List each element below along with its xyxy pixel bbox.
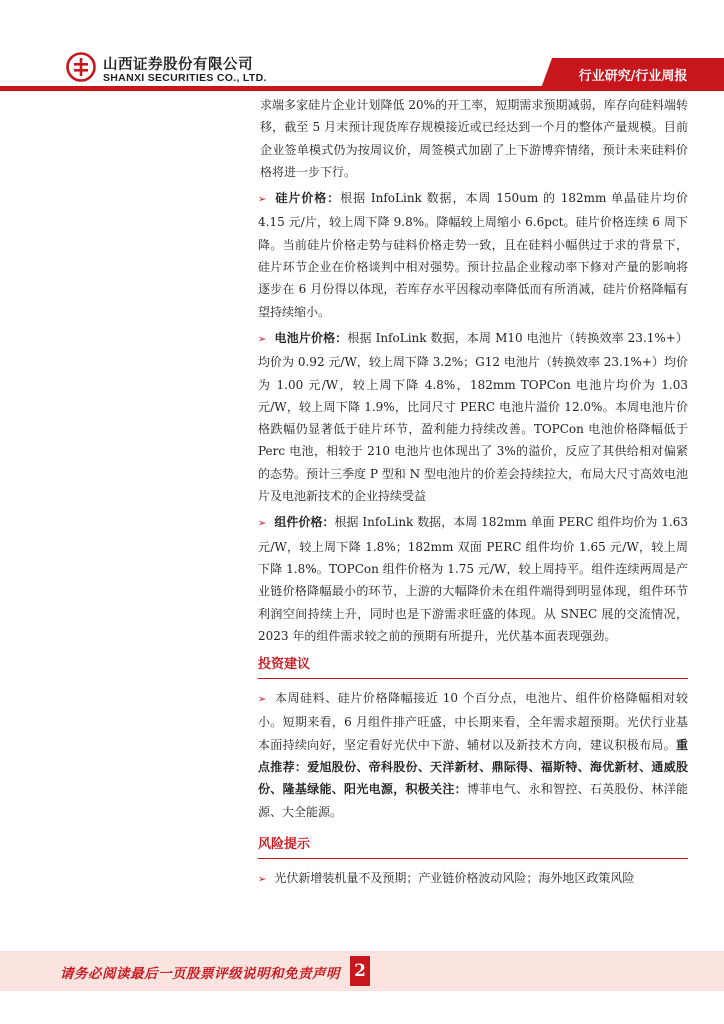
bullet-text: 根据 InfoLink 数据，本周 M10 电池片（转换效率 23.1%+）均价为 0.92 元/W，较上周下降 3.2%；G12 电池片（转换效率 23.1%+）均价为 1.00 元/W，较上周下降 4.8%，182mm TOPCon 电池片均价为 1.03 元/W，较上周下降 1.9%，比同尺寸 PERC 电池片溢价 12.0%。本周电池片价格跌幅仍显著低于硅片环节，盈利能力持续改善。TOPCon 电池价格降幅低于 Perc 电池，相较于 210 电池片也体现出了 3%的溢价，反应了其供给相对偏紧的态势。预计三季度 P 型和 N 型电池片的价差会持续拉大，布局大尺寸高效电池片及电池新技术的企业持续受益 [258, 330, 688, 504]
investment-paragraph [258, 687, 688, 823]
company-name-cn: 山西证券股份有限公司 [103, 57, 253, 73]
bullet-arrow-icon: ➢ [258, 333, 267, 345]
investment-section [258, 653, 688, 823]
page-number: 2 [350, 956, 370, 986]
bullet-wafer-price [258, 187, 688, 323]
intro-paragraph: 求端多家硅片企业计划降低 20%的开工率，短期需求预期减弱，库存向硅料端转移，截至 5 月末预计现货库存规模接近或已经达到一个月的整体产量规模。目前企业签单模式仍为按周议价，周签模式加剧了上下游博弈情绪，预计未来硅料价格将进一步下行。 [260, 98, 688, 179]
bullet-label: 硅片价格： [274, 191, 341, 206]
investment-heading: 投资建议 [258, 657, 311, 673]
risk-heading: 风险提示 [258, 836, 311, 852]
investment-text: 本周硅料、硅片价格降幅接近 10 个百分点，电池片、组件价格降幅相对较小。短期来看，6 月组件排产旺盛，中长期来看，全年需求超预期。光伏行业基本面持续向好，坚定看好光伏中下游、辅材以及新技术方向，建议积极布局。 [258, 691, 688, 752]
page-header [0, 0, 724, 92]
bullet-module-price [258, 511, 688, 647]
bullet-arrow-icon: ➢ [258, 518, 267, 530]
bullet-text: 根据 InfoLink 数据，本周 150um 的 182mm 单晶硅片均价 4.15 元/片，较上周下降 9.8%。降幅较上周缩小 6.6pct。硅片价格连续 6 周下降。当前硅片价格走势与硅料价格走势一致，且在硅料小幅供过于求的背景下，硅片环节企业在价格谈判中相对强势。预计拉晶企业稼动率下修对产量的影响将逐步在 6 月份得以体现，若库存水平因稼动率降低而有所消减，硅片价格降幅有望持续缩小。 [258, 191, 688, 319]
bullet-cell-price [258, 327, 688, 507]
header-band [0, 86, 724, 91]
watch-label: 积极关注： [405, 782, 467, 797]
watch-text: 博菲电气、永和智控、石英股份、林洋能源、大全能源。 [258, 782, 688, 819]
section-divider [258, 858, 688, 859]
risk-section [258, 833, 688, 891]
section-divider [258, 678, 688, 679]
key-recommend-label: 重点推荐： [258, 737, 688, 775]
bullet-arrow-icon: ➢ [258, 873, 267, 885]
footer-disclaimer: 请务必阅读最后一页股票评级说明和免责声明 [60, 966, 340, 982]
bullet-arrow-icon: ➢ [258, 694, 267, 706]
bullet-label: 电池片价格： [274, 330, 348, 345]
company-logo-icon [66, 52, 96, 82]
report-body [258, 94, 688, 891]
bullet-arrow-icon: ➢ [258, 194, 267, 206]
bullet-label: 组件价格： [274, 515, 335, 530]
risk-text: 光伏新增装机量不及预期；产业链价格波动风险；海外地区政策风险 [274, 870, 635, 885]
company-name-en: SHANXI SECURITIES CO., LTD. [103, 72, 267, 84]
key-recommend-text: 爱旭股份、帝科股份、天洋新材、鼎际得、福斯特、海优新材、通威股份、隆基绿能、阳光电源， [258, 760, 688, 797]
risk-paragraph [258, 867, 688, 891]
report-category: 行业研究/行业周报 [578, 69, 688, 84]
bullet-text: 根据 InfoLink 数据，本周 182mm 单面 PERC 组件均价为 1.63 元/W，较上周下降 1.8%；182mm 双面 PERC 组件均价 1.65 元/W，较上周下降 1.8%。TOPCon 组件价格为 1.75 元/W，较上周持平。组件连续两周是产业链价格降幅最小的环节，上游的大幅降价未在组件端得到明显体现，组件环节利润空间持续上升，同时也是下游需求旺盛的体现。从 SNEC 展的交流情况，2023 年的组件需求较之前的预期有所提升，光伏基本面表现强劲。 [258, 515, 688, 643]
